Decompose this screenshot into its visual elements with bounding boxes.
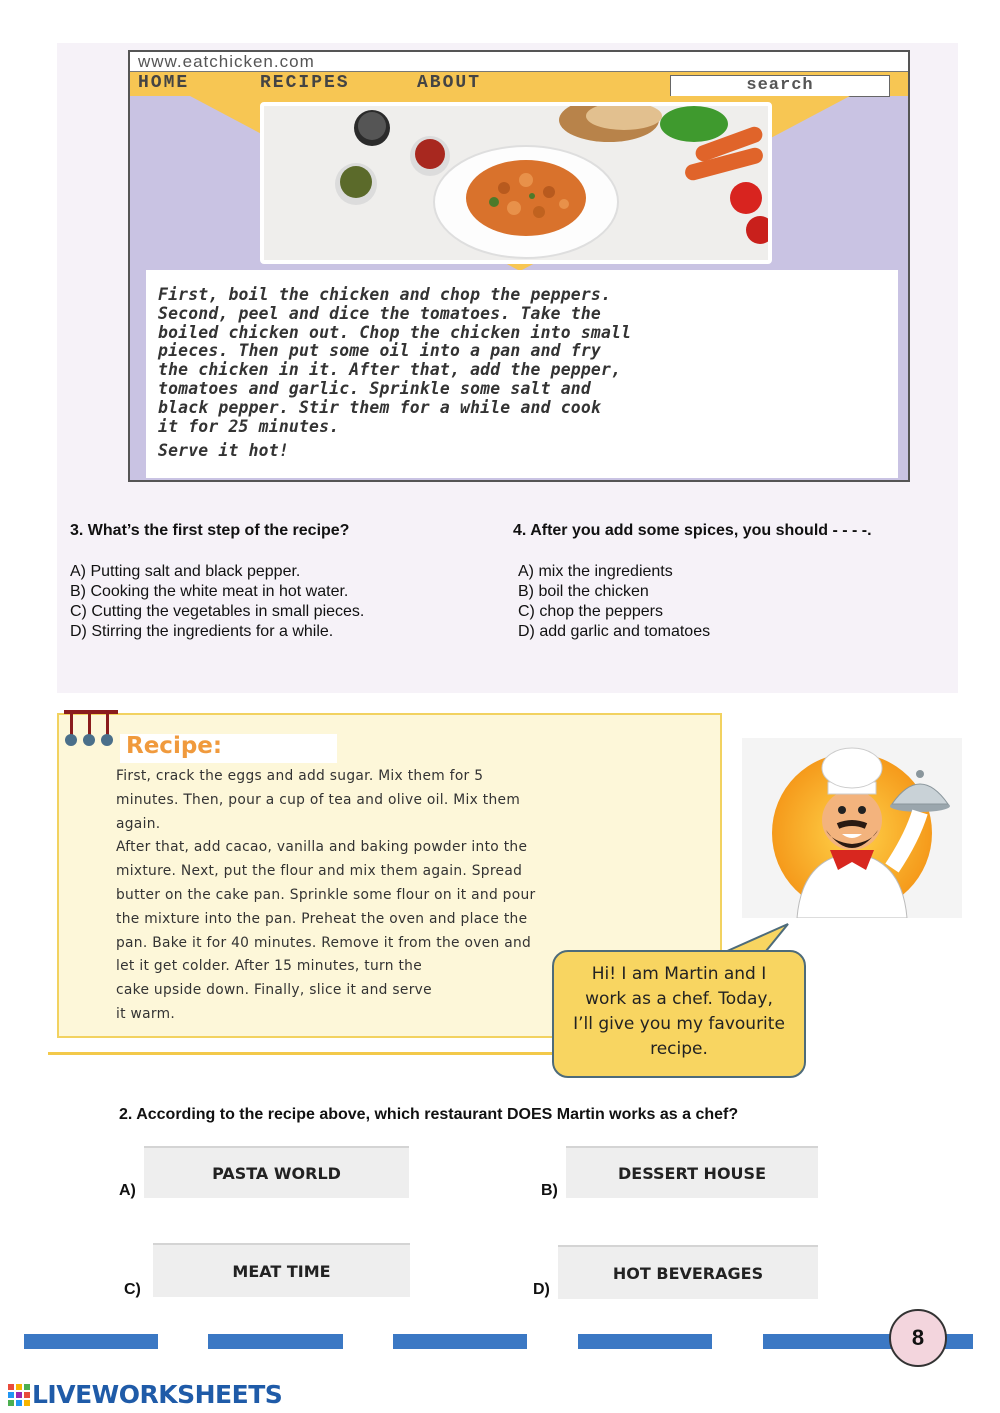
q4-option-a[interactable]: A) mix the ingredients (518, 563, 673, 580)
card-line: let it get colder. After 15 minutes, turn the (116, 958, 423, 975)
recipe-line: tomatoes and garlic. Sprinkle some salt and (158, 378, 591, 398)
food-illustration (264, 106, 768, 260)
q4-option-c[interactable]: C) chop the peppers (518, 603, 663, 620)
footer-bar (208, 1334, 343, 1349)
question-3-title: 3. What’s the first step of the recipe? (70, 522, 350, 539)
card-line: the mixture into the pan. Preheat the oven and place the (116, 910, 528, 927)
website-recipe-text (146, 270, 898, 478)
recipe-card-text (116, 765, 536, 1027)
answer-b-letter: B) (541, 1182, 558, 1199)
website-mockup (128, 50, 910, 482)
card-line: First, crack the eggs and add sugar. Mix them for 5 (116, 768, 484, 784)
url-bar: www.eatchicken.com (130, 52, 908, 72)
recipe-line: First, boil the chicken and chop the peppers. (158, 285, 612, 304)
bubble-line: Hi! I am Martin and I (591, 964, 767, 984)
question-2-title: 2. According to the recipe above, which restaurant DOES Martin works as a chef? (119, 1106, 739, 1123)
card-line: butter on the cake pan. Sprinkle some flour on it and pour (116, 886, 536, 903)
nav-about[interactable]: ABOUT (417, 73, 482, 93)
page-number-badge: 8 (889, 1309, 947, 1367)
recipe-closing: Serve it hot! (158, 441, 289, 461)
bubble-line: recipe. (650, 1039, 708, 1059)
recipe-heading: Recipe: (126, 733, 223, 759)
q3-option-c[interactable]: C) Cutting the vegetables in small pieces. (70, 603, 365, 620)
card-line: pan. Bake it for 40 minutes. Remove it from the oven and (116, 934, 532, 951)
recipe-line: black pepper. Stir them for a while and cook (158, 397, 601, 417)
answer-d-option[interactable]: HOT BEVERAGES (558, 1245, 818, 1299)
card-line: it warm. (116, 1005, 176, 1022)
q4-option-d[interactable]: D) add garlic and tomatoes (518, 623, 711, 640)
card-line: After that, add cacao, vanilla and baking powder into the (116, 839, 528, 856)
footer-bar (578, 1334, 712, 1349)
chicken-dish-photo (260, 102, 772, 264)
answer-c-option[interactable]: MEAT TIME (153, 1243, 410, 1297)
search-input[interactable]: search (670, 75, 890, 97)
recipe-line: boiled chicken out. Chop the chicken into small (158, 322, 632, 342)
answer-c-letter: C) (124, 1281, 141, 1298)
q3-option-a[interactable]: A) Putting salt and black pepper. (70, 563, 301, 580)
chef-illustration (742, 738, 962, 918)
recipe-line: Second, peel and dice the tomatoes. Take the (158, 303, 601, 323)
q3-option-d[interactable]: D) Stirring the ingredients for a while. (70, 623, 334, 640)
nav-home[interactable]: HOME (138, 73, 190, 93)
q3-option-b[interactable]: B) Cooking the white meat in hot water. (70, 583, 349, 600)
footer-bar (24, 1334, 158, 1349)
answer-d-letter: D) (533, 1281, 550, 1298)
card-line: mixture. Next, put the flour and mix them again. Spread (116, 863, 523, 880)
speech-bubble (552, 950, 806, 1078)
bubble-line: I’ll give you my favourite (573, 1014, 785, 1034)
bubble-line: work as a chef. Today, (585, 989, 773, 1009)
answer-a-letter: A) (119, 1182, 136, 1199)
card-line: again. (116, 815, 161, 832)
q4-option-b[interactable]: B) boil the chicken (518, 583, 649, 600)
answer-a-option[interactable]: PASTA WORLD (144, 1146, 409, 1198)
card-line: cake upside down. Finally, slice it and serve (116, 982, 432, 999)
liveworksheets-logo[interactable]: LIVEWORKSHEETS (32, 1380, 283, 1409)
kitchen-utensils-icon (64, 710, 118, 748)
recipe-line: the chicken in it. After that, add the pepper, (158, 360, 622, 380)
question-4-options (518, 562, 710, 642)
nav-recipes[interactable]: RECIPES (260, 73, 350, 93)
card-line: minutes. Then, pour a cup of tea and olive oil. Mix them (116, 791, 521, 808)
recipe-line: it for 25 minutes. (158, 416, 340, 436)
question-3-options (70, 562, 364, 642)
question-4-title: 4. After you add some spices, you should - - - -. (513, 522, 872, 539)
liveworksheets-logo-icon (8, 1384, 30, 1406)
footer-bar (393, 1334, 527, 1349)
answer-b-option[interactable]: DESSERT HOUSE (566, 1146, 818, 1198)
recipe-line: pieces. Then put some oil into a pan and fry (158, 341, 601, 361)
